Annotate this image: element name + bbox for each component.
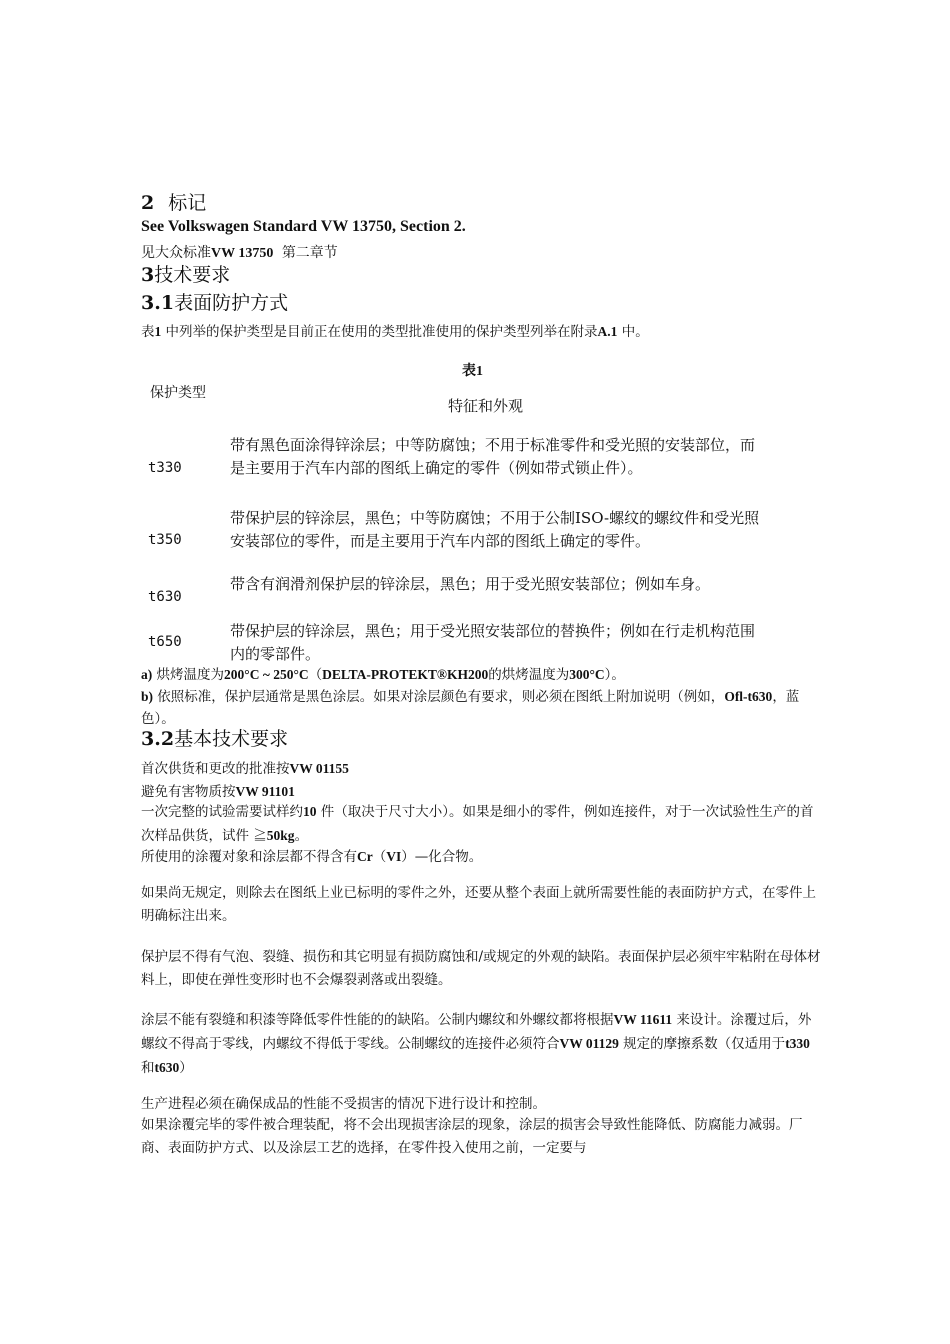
para-text: 和: [141, 1060, 155, 1076]
sample-quantity-paragraph: [141, 800, 821, 848]
section-3-1-title: 表面防护方式: [174, 292, 289, 314]
table-row-desc: 带保护层的锌涂层，黑色；用于受光照安装部位的替换件；例如在行走机构范围内的零部件。: [230, 622, 756, 663]
standard-code: VW 91101: [235, 784, 295, 799]
table-row-code: t630: [148, 589, 182, 605]
coating-defects-paragraph: 保护层不得有气泡、裂缝、损伤和其它明显有损防腐蚀和/或规定的外观的缺陷。表面保护层必须牢牢粘附在母体材料上，即使在弹性变形时也不会爆裂剥落或出裂缝。: [141, 949, 821, 988]
table-row-desc: 带含有润滑剂保护层的锌涂层，黑色；用于受光照安装部位；例如车身。: [230, 575, 711, 593]
note-text: 烘烤温度为: [152, 667, 225, 683]
para-text: 一次完整的试验需要试样约: [141, 804, 303, 820]
protection-code: t630: [154, 1060, 180, 1075]
thread-paragraph: [141, 1008, 821, 1080]
table-row-desc: 带有黑色面涂得锌涂层；中等防腐蚀；不用于标准零件和受光照的安装部位，而是主要用于汽车内部的图纸上确定的零件（例如带式锁止件）。: [230, 436, 756, 477]
standard-reference-en: See Volkswagen Standard VW 13750, Section 2.: [141, 218, 466, 235]
note-b-label: b): [141, 689, 154, 704]
note-brand: DELTA-PROTEKT®KH200: [322, 667, 489, 682]
note-text: 依照标准，保护层通常是黑色涂层。如果对涂层颜色有要求，则必须在图纸上附加说明（例如，: [153, 689, 725, 705]
section-3-title: 技术要求: [154, 264, 231, 286]
para-text: ）—化合物。: [401, 849, 483, 865]
standard-cn-code: VW 13750: [211, 246, 274, 261]
para-text: 件（取决于尺寸大小）。如果是细小的零件，例如连接件，对于一次试验性生产的首次样品供货，试件 ≧: [141, 804, 814, 844]
table-header-desc: 特征和外观: [448, 397, 524, 415]
production-process-line: 生产进程必须在确保成品的性能不受损害的情况下进行设计和控制。: [141, 1096, 546, 1112]
table-row-code: t350: [148, 532, 182, 548]
sample-count: 10: [303, 804, 317, 819]
standard-reference-cn: [141, 242, 338, 262]
section-2-number: 2: [141, 192, 155, 214]
table-header-type: 保护类型: [150, 385, 206, 401]
note-text: ，蓝色）。: [141, 689, 800, 727]
para-text: 首次供货和更改的批准按: [141, 761, 290, 777]
standard-cn-suffix: 第二章节: [281, 245, 338, 261]
note-text: 的烘烤温度为: [488, 667, 570, 683]
section-3-2-number: 3.2: [141, 728, 175, 750]
note-temperature: 300°C: [569, 667, 605, 682]
para-text: 规定的摩擦系数（仅适用于: [618, 1036, 786, 1052]
marking-paragraph: 如果尚无规定，则除去在图纸上业已标明的零件之外，还要从整个表面上就所需要性能的表面防护方式，在零件上明确标注出来。: [141, 885, 816, 924]
chem-symbol: Cr: [357, 849, 373, 864]
section-2-title: 标记: [168, 192, 207, 214]
standard-code: VW 01129: [559, 1036, 619, 1051]
standard-code: VW 01155: [289, 761, 349, 776]
chem-valence: VI: [386, 849, 402, 864]
para-text: ）: [179, 1060, 193, 1076]
table-row-code: t650: [148, 634, 182, 650]
table-caption: [462, 360, 483, 380]
standard-code: VW 11611: [613, 1012, 673, 1027]
para-text: 所使用的涂覆对象和涂层都不得含有: [141, 849, 357, 865]
section-3-number: 3: [141, 264, 155, 286]
table-caption-prefix: 表: [462, 363, 476, 379]
table-note-a: [141, 664, 821, 686]
section-3-1-number: 3.1: [141, 292, 175, 314]
sample-weight: 50kg: [266, 828, 295, 843]
note-temperature: 200°C ~ 250°C: [224, 667, 309, 682]
intro-part: 中列举的保护类型是目前正在使用的类型批准使用的保护类型列举在附录: [161, 324, 598, 340]
note-text: ）。: [604, 667, 625, 683]
intro-part: 表: [141, 324, 155, 340]
intro-part: 中。: [617, 324, 649, 340]
table-row-code: t330: [148, 460, 182, 476]
table-caption-number: 1: [476, 364, 483, 379]
approval-line: [141, 757, 821, 781]
table-row-desc: 带保护层的锌涂层，黑色；中等防腐蚀；不用于公制ISO-螺纹的螺纹件和受光照安装部位的零件，而是主要用于汽车内部的图纸上确定的零件。: [230, 509, 760, 550]
section-3-heading: [141, 260, 230, 287]
assembly-paragraph: 如果涂覆完毕的零件被合理装配，将不会出现损害涂层的现象，涂层的损害会导致性能降低、防腐能力减弱。厂商、表面防护方式、以及涂层工艺的选择，在零件投入使用之前，一定要与: [141, 1117, 803, 1156]
para-text: 避免有害物质按: [141, 784, 236, 800]
note-a-label: a): [141, 667, 153, 682]
section-3-2-title: 基本技术要求: [174, 728, 289, 750]
section-3-1-heading: [141, 288, 288, 315]
note-text: （: [308, 667, 323, 683]
standard-cn-prefix: 见大众标准: [141, 245, 211, 261]
section-3-1-intro: [141, 320, 649, 340]
intro-appendix-ref: A.1: [597, 324, 618, 339]
para-text: 涂层不能有裂缝和积漆等降低零件性能的的缺陷。公制内螺纹和外螺纹都将根据: [141, 1012, 614, 1028]
protection-code: t330: [785, 1036, 810, 1051]
para-text: 来设计。涂覆过后，外螺纹不得高于零线，内螺纹不得低于零线。公制螺纹的连接件必须符合: [141, 1012, 812, 1052]
para-text: （: [372, 849, 387, 865]
para-text: 。: [294, 828, 309, 844]
section-3-2-heading: [141, 724, 288, 751]
intro-table-ref: 1: [154, 324, 162, 339]
note-code: Ofl-t630: [724, 689, 773, 704]
chromium-line: [141, 845, 821, 869]
section-2-heading: [141, 188, 206, 215]
